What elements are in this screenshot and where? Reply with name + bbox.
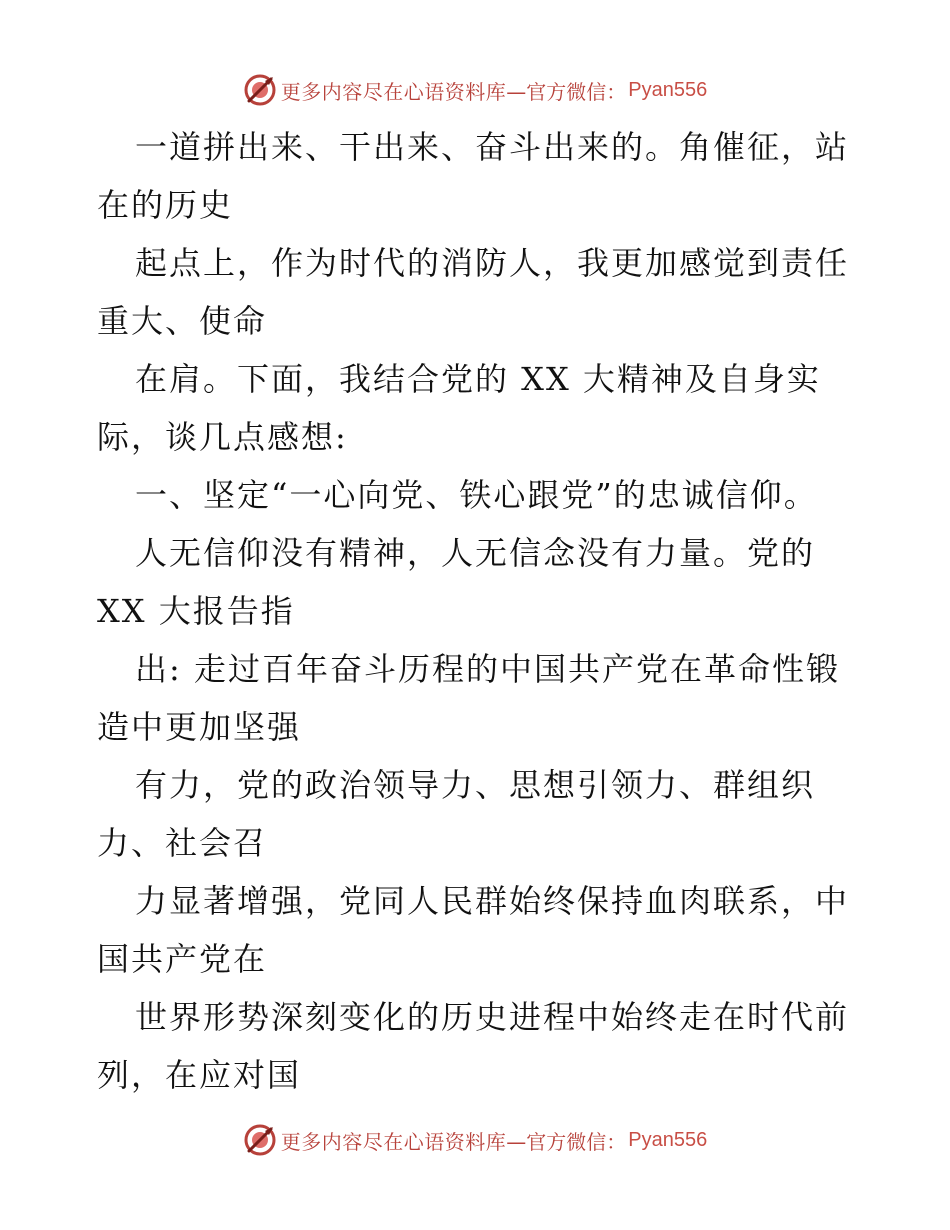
body-line: 列，在应对国 (97, 1056, 302, 1094)
section-heading: 一、坚定“一心向党、铁心跟党”的忠诚信仰。 (135, 476, 818, 514)
body-line: 力、社会召 (97, 824, 268, 862)
header-banner (0, 70, 950, 110)
body-line: 重大、使命 (97, 302, 268, 340)
body-line: 有力，党的政治领导力、思想引领力、群组织 (135, 766, 816, 804)
body-line: 在肩。下面，我结合党的 XX 大精神及自身实 (135, 360, 821, 398)
banner-wechat-id: Pyan556 (628, 78, 708, 101)
banner-site-text: 更多内容尽在心语资料库 (280, 79, 507, 104)
body-line: 人无信仰没有精神，人无信念没有力量。党的 (135, 534, 816, 572)
document-body (97, 118, 857, 1104)
body-line: 国共产党在 (97, 940, 268, 978)
body-line: XX 大报告指 (97, 592, 295, 630)
seal-logo-icon (243, 73, 277, 107)
body-line: 一道拼出来、干出来、奋斗出来的。角催征，站 (135, 128, 850, 166)
banner-wechat-label: —官方微信： (506, 1129, 627, 1154)
body-line: 世界形势深刻变化的历史进程中始终走在时代前 (135, 998, 850, 1036)
banner-site-text: 更多内容尽在心语资料库 (280, 1129, 507, 1154)
banner-wechat-id: Pyan556 (628, 1128, 708, 1151)
footer-banner (0, 1120, 950, 1160)
banner-wechat-label: —官方微信： (506, 79, 627, 104)
body-line: 起点上，作为时代的消防人，我更加感觉到责任 (135, 244, 850, 282)
body-line: 出: 走过百年奋斗历程的中国共产党在革命性锻 (135, 650, 840, 688)
body-line: 际，谈几点感想: (97, 418, 348, 456)
seal-logo-icon (243, 1123, 277, 1157)
body-line: 造中更加坚强 (97, 708, 302, 746)
body-line: 在的历史 (97, 186, 234, 224)
body-line: 力显著增强，党同人民群始终保持血肉联系，中 (135, 882, 850, 920)
